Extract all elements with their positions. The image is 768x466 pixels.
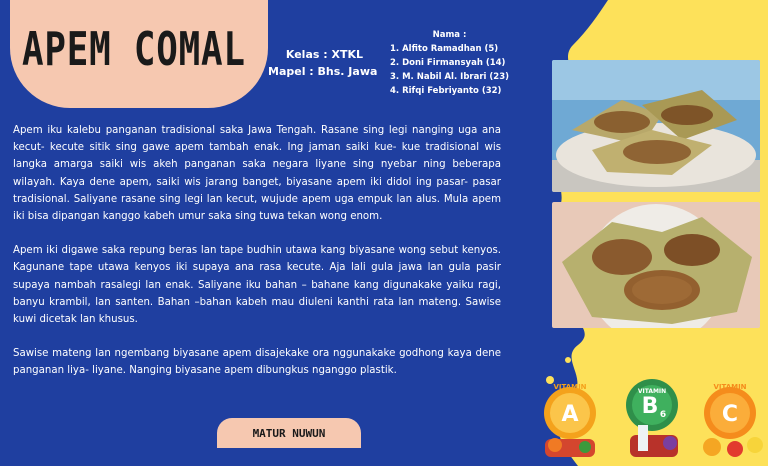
member-item: 4. Rifqi Febriyanto (32) bbox=[390, 86, 502, 96]
vitamin-a-word: VITAMIN bbox=[553, 383, 587, 391]
vitamin-icons bbox=[530, 355, 768, 466]
vitamin-c-word: VITAMIN bbox=[713, 383, 747, 391]
member-item: 2. Doni Firmansyah (14) bbox=[390, 58, 506, 68]
subject-label: Mapel : Bhs. Jawa bbox=[268, 65, 378, 78]
class-label: Kelas : XTKL bbox=[285, 48, 363, 61]
vitamin-b-letter: B bbox=[641, 394, 659, 419]
vitamin-b-icon bbox=[626, 379, 678, 457]
page-title: APEM COMAL bbox=[22, 22, 246, 76]
paragraph: Apem iku kalebu panganan tradisional saka Jawa Tengah. Rasane sing legi nanging uga ana kecut- kecute sitik sing gawe apem tambah enak. Ing jaman saiki kue- kue tradisional wis langka amarga saiki wis akeh panganan saka negara liyane sing nyebar ning beberapa wilayah. Kaya dene apem, saiki wis jarang banget, biyasane apem iki didol ing pasar- pasar tradisional. Saliyane rasane sing legi lan kecut, wujude apem uga empuk lan alus. Mula apem iki bisa dipangan kanggo kabeh umur saka sing tuwa tekan wong enom. bbox=[13, 125, 501, 223]
member-list bbox=[390, 28, 509, 98]
paragraph: Apem iki digawe saka repung beras lan tape budhin utawa kang biyasane wong sebut kenyos. Kagunane tape utawa kenyos iki supaya ana rasa kecute. Aja lali gula jawa lan gula pasir supaya nambah rasalegi lan enak. Saliyane iku bahan – bahane kang digunakake yaiku ragi, banyu krambil, lan santen. Bahan –bahan kabeh mau diuleni kanthi rata lan mateng. Sawise kuwi dicetak lan khusus. bbox=[13, 245, 501, 326]
footer-banner: MATUR NUWUN bbox=[217, 418, 361, 448]
paragraph: Sawise mateng lan ngembang biyasane apem disajekake ora nggunakake godhong kaya dene panganan liya- liyane. Nanging biyasane apem dibungkus nganggo plastik. bbox=[13, 348, 501, 377]
vitamin-a-letter: A bbox=[561, 402, 579, 427]
member-item: 3. M. Nabil Al. Ibrari (23) bbox=[390, 72, 509, 82]
vitamin-b-word: VITAMIN bbox=[637, 388, 667, 395]
apem-photo-bottom bbox=[552, 202, 760, 328]
apem-photo-top bbox=[552, 60, 760, 192]
vitamin-b-subscript: 6 bbox=[659, 410, 667, 420]
vitamin-c-icon bbox=[703, 383, 763, 457]
body-text bbox=[13, 122, 501, 397]
member-heading: Nama : bbox=[432, 30, 467, 40]
class-info bbox=[268, 46, 378, 80]
vitamin-c-letter: C bbox=[721, 402, 739, 427]
vitamin-a-icon bbox=[544, 383, 596, 457]
member-item: 1. Alfito Ramadhan (5) bbox=[390, 44, 499, 54]
